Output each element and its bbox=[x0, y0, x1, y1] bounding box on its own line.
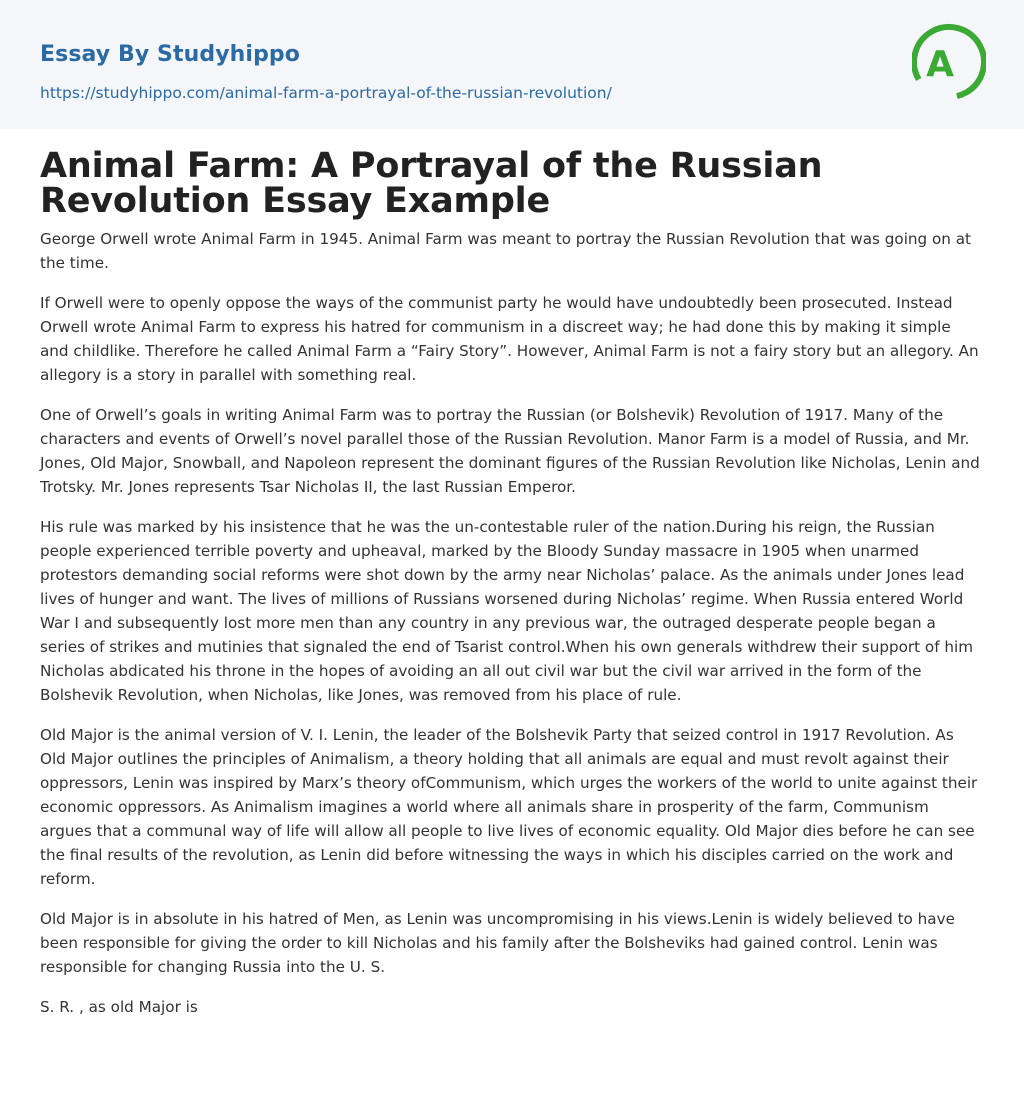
logo-letter: A bbox=[926, 44, 954, 85]
essay-title: Animal Farm: A Portrayal of the Russian Revolution Essay Example bbox=[40, 146, 823, 221]
page-header bbox=[0, 0, 1024, 129]
essay-source-link[interactable]: https://studyhippo.com/animal-farm-a-portrayal-of-the-russian-revolution/ bbox=[40, 84, 612, 102]
essay-paragraph: S. R. , as old Major is bbox=[40, 998, 198, 1016]
studyhippo-logo-icon[interactable] bbox=[912, 20, 986, 106]
essay-paragraph: One of Orwell’s goals in writing Animal Farm was to portray the Russian (or Bolshevik) Revolution of 1917. Many of the characters and events of Orwell’s novel parallel those of the Russian Revolution. Manor Farm is a model of Russia, and Mr. Jones, Old Major, Snowball, and Napoleon represent the dominant figures of the Russian Revolution like Nicholas, Lenin and Trotsky. Mr. Jones represents Tsar Nicholas II, the last Russian Emperor. bbox=[40, 406, 980, 496]
essay-paragraph: If Orwell were to openly oppose the ways of the communist party he would have undoubtedly been prosecuted. Instead Orwell wrote Animal Farm to express his hatred for communism in a discreet way; he had done this by making it simple and childlike. Therefore he called Animal Farm a “Fairy Story”. However, Animal Farm is not a fairy story but an allegory. An allegory is a story in parallel with something real. bbox=[40, 294, 979, 384]
essay-paragraph: Old Major is the animal version of V. I. Lenin, the leader of the Bolshevik Party that seized control in 1917 Revolution. As Old Major outlines the principles of Animalism, a theory holding that all animals are equal and must revolt against their oppressors, Lenin was inspired by Marx’s theory ofCommunism, which urges the workers of the world to unite against their economic oppressors. As Animalism imagines a world where all animals share in prosperity of the farm, Communism argues that a communal way of life will allow all people to live lives of economic equality. Old Major dies before he can see the final results of the revolution, as Lenin did before witnessing the ways in which his disciples carried on the work and reform. bbox=[40, 726, 978, 888]
essay-paragraph: His rule was marked by his insistence that he was the un-contestable ruler of the nation.During his reign, the Russian people experienced terrible poverty and upheaval, marked by the Bloody Sunday massacre in 1905 when unarmed protestors demanding social reforms were shot down by the army near Nicholas’ palace. As the animals under Jones lead lives of hunger and want. The lives of millions of Russians worsened during Nicholas’ regime. When Russia entered World War I and subsequently lost more men than any country in any previous war, the outraged desperate people began a series of strikes and mutinies that signaled the end of Tsarist control.When his own generals withdrew their support of him Nicholas abdicated his throne in the hopes of avoiding an all out civil war but the civil war arrived in the form of the Bolshevik Revolution, when Nicholas, like Jones, was removed from his place of rule. bbox=[40, 518, 974, 704]
essay-paragraph: George Orwell wrote Animal Farm in 1945. Animal Farm was meant to portray the Russian Revolution that was going on at the time. bbox=[40, 230, 972, 272]
article bbox=[0, 129, 1024, 1019]
site-brand[interactable]: Essay By Studyhippo bbox=[40, 42, 300, 67]
essay-paragraph: Old Major is in absolute in his hatred of Men, as Lenin was uncompromising in his views.Lenin is widely believed to have been responsible for giving the order to kill Nicholas and his family after the Bolsheviks had gained control. Lenin was responsible for changing Russia into the U. S. bbox=[40, 910, 955, 976]
